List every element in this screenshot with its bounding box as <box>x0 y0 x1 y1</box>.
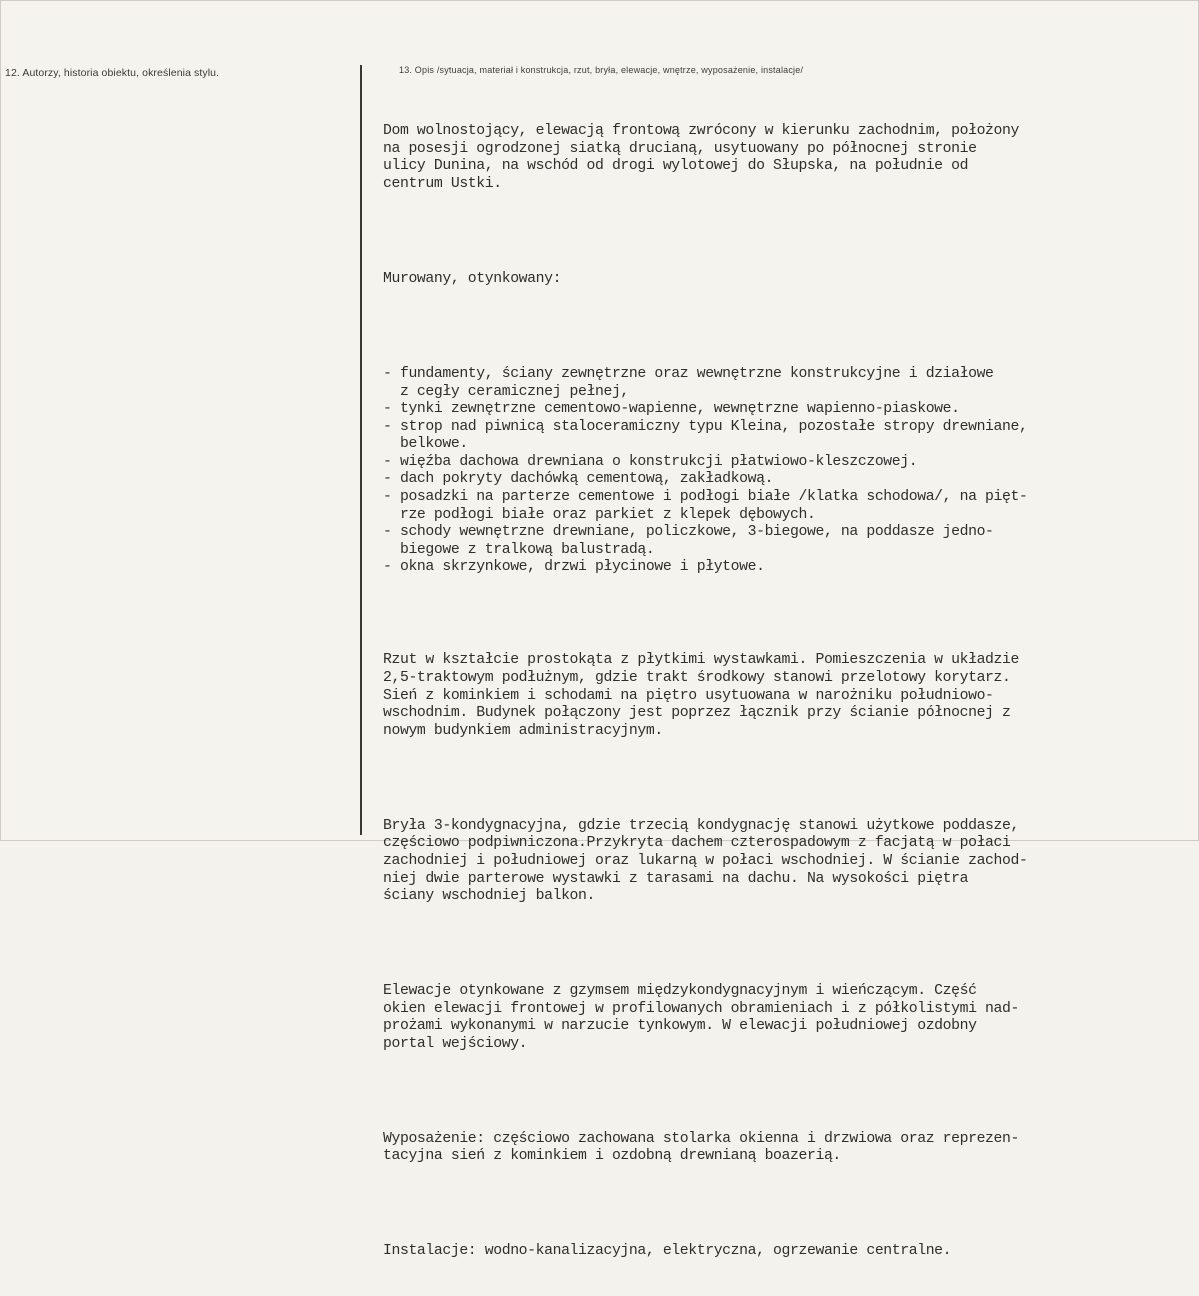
section-12-header: 12. Autorzy, historia obiektu, określenia stylu. <box>5 67 220 79</box>
paragraph-construction-list: - fundamenty, ściany zewnętrzne oraz wewnętrzne konstrukcyjne i działowe z cegły ceramicznej pełnej, - tynki zewnętrzne cementowo-wapienne, wewnętrzne wapienno-piaskowe. - strop nad piwnicą staloceramiczny typu Kleina, pozostałe stropy drewniane, belkowe. - więźba dachowa drewniana o konstrukcji płatwiowo-kleszczowej. - dach pokryty dachówką cementową, zakładkową. - posadzki na parterze cementowe i podłogi białe /klatka schodowa/, na pięt- rze podłogi białe oraz parkiet z klepek dębowych. - schody wewnętrzne drewniane, policzkowe, 3-biegowe, na poddasze jedno- biegowe z tralkową balustradą. - okna skrzynkowe, drzwi płycinowe i płytowe. <box>383 365 1028 576</box>
paragraph-installations: Instalacje: wodno-kanalizacyjna, elektryczna, ogrzewanie centralne. <box>383 1243 952 1260</box>
paragraph-elevations: Elewacje otynkowane z gzymsem międzykondygnacyjnym i wieńczącym. Część okien elewacji frontowej w profilowanych obramieniach i z półkolistymi nad- prożami wykonanymi w narzucie tynkowym. W elewacji południowej ozdobny portal wejściowy. <box>383 983 1019 1052</box>
paragraph-furnishings: Wyposażenie: częściowo zachowana stolarka okienna i drzwiowa oraz reprezen- tacyjna sień z kominkiem i ozdobną drewnianą boazerią. <box>383 1130 1019 1165</box>
column-divider <box>360 65 362 835</box>
description-body <box>383 88 1173 1296</box>
paragraph-location: Dom wolnostojący, elewacją frontową zwrócony w kierunku zachodnim, położony na posesji ogrodzonej siatką drucianą, usytuowany po północnej stronie ulicy Dunina, na wschód od drogi wylotowej do Słupska, na południe od centrum Ustki. <box>383 123 1019 192</box>
section-13-header: 13. Opis /sytuacja, materiał i konstrukcja, rzut, bryła, elewacje, wnętrze, wyposażenie, instalacje/ <box>399 65 804 75</box>
paragraph-construction-intro: Murowany, otynkowany: <box>383 270 562 287</box>
paragraph-floor-plan: Rzut w kształcie prostokąta z płytkimi wystawkami. Pomieszczenia w układzie 2,5-traktowym podłużnym, gdzie trakt środkowy stanowi przelotowy korytarz. Sień z kominkiem i schodami na piętro usytuowana w narożniku południowo- wschodnim. Budynek połączony jest poprzez łącznik przy ścianie północnej z nowym budynkiem administracyjnym. <box>383 652 1019 739</box>
paragraph-massing: Bryła 3-kondygnacyjna, gdzie trzecią kondygnację stanowi użytkowe poddasze, częściowo podpiwniczona.Przykryta dachem czterospadowym z facjatą w połaci zachodniej i południowej oraz lukarną w połaci wschodniej. W ścianie zachod- niej dwie parterowe wystawki z tarasami na dachu. Na wysokości piętra ściany wschodniej balkon. <box>383 817 1028 905</box>
